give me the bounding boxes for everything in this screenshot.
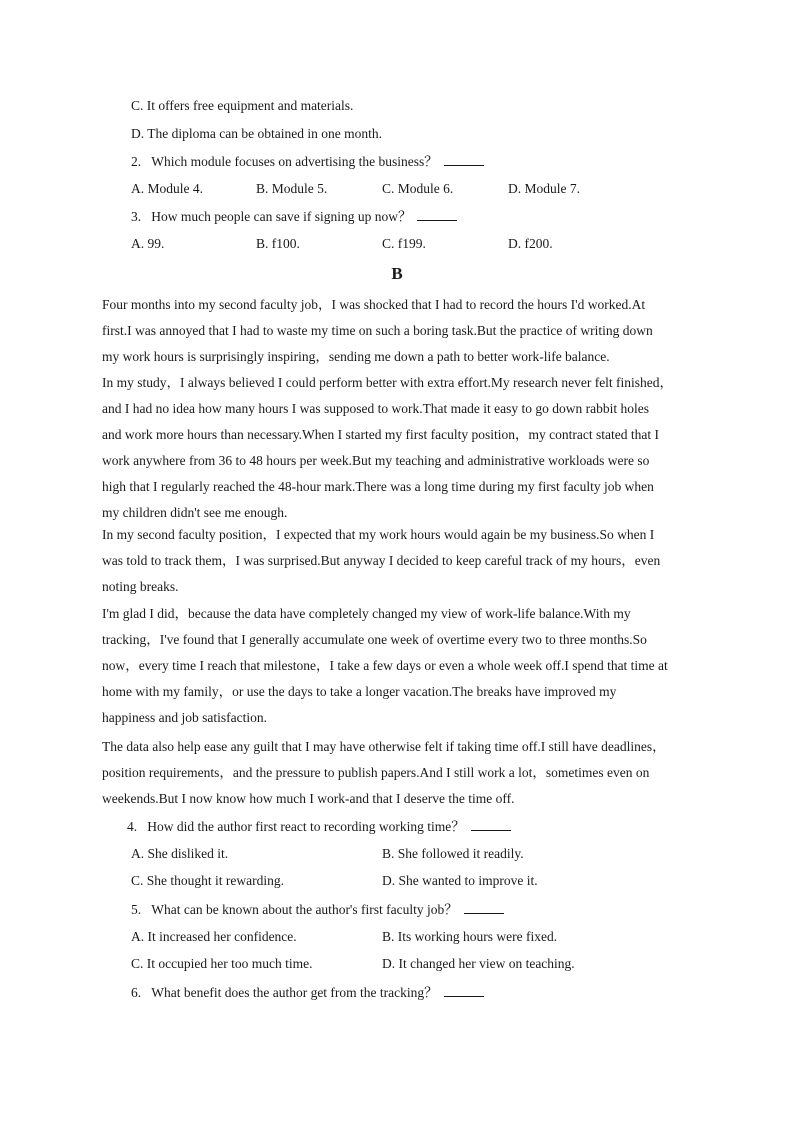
- q2-option-c: C. Module 6.: [382, 181, 454, 196]
- passage-line: I'm glad I did，because the data have completely changed my view of work-life balance.With my: [102, 606, 631, 621]
- q5-option-a: A. It increased her confidence.: [131, 929, 297, 944]
- question-text: What can be known about the author's first faculty job？: [151, 902, 458, 917]
- question-2: [131, 152, 484, 171]
- q3-option-a: A. 99.: [131, 236, 165, 251]
- answer-blank[interactable]: [417, 207, 457, 221]
- question-number: 5.: [131, 902, 142, 917]
- passage-paragraph-5: [102, 734, 702, 812]
- section-heading: B: [391, 264, 403, 283]
- passage-line: In my second faculty position，I expected that my work hours would again be my business.So when I: [102, 527, 655, 542]
- q2-option-a: A. Module 4.: [131, 181, 203, 196]
- passage-line: high that I regularly reached the 48-hour mark.There was a long time during my first faculty job when: [102, 479, 654, 494]
- passage-paragraph-2: [102, 370, 702, 526]
- q3-option-c: C. f199.: [382, 236, 426, 251]
- passage-line: my children didn't see me enough.: [102, 505, 288, 520]
- passage-line: home with my family，or use the days to take a longer vacation.The breaks have improved my: [102, 684, 617, 699]
- q4-option-b: B. She followed it readily.: [382, 846, 524, 861]
- question-number: 4.: [127, 819, 138, 834]
- passage-line: Four months into my second faculty job，I was shocked that I had to record the hours I'd worked.At: [102, 297, 646, 312]
- passage-line: happiness and job satisfaction.: [102, 710, 267, 725]
- question-text: What benefit does the author get from the tracking？: [151, 985, 438, 1000]
- passage-paragraph-1: [102, 292, 702, 370]
- question-6: [131, 983, 484, 1002]
- passage-line: now，every time I reach that milestone，I take a few days or even a whole week off.I spend that time at: [102, 658, 668, 673]
- passage-line: work anywhere from 36 to 48 hours per week.But my teaching and administrative workloads were so: [102, 453, 650, 468]
- question-text: How did the author first react to recording working time？: [147, 819, 465, 834]
- q2-option-b: B. Module 5.: [256, 181, 328, 196]
- question-number: 6.: [131, 985, 142, 1000]
- question-number: 2.: [131, 154, 142, 169]
- q5-option-b: B. Its working hours were fixed.: [382, 929, 558, 944]
- passage-paragraph-4: [102, 601, 702, 731]
- passage-line: position requirements，and the pressure to publish papers.And I still work a lot，sometimes even on: [102, 765, 650, 780]
- passage-line: my work hours is surprisingly inspiring，sending me down a path to better work-life balance.: [102, 349, 610, 364]
- q3-option-b: B. f100.: [256, 236, 300, 251]
- answer-blank[interactable]: [444, 983, 484, 997]
- question-number: 3.: [131, 209, 142, 224]
- passage-line: noting breaks.: [102, 579, 179, 594]
- passage-line: In my study，I always believed I could perform better with extra effort.My research never felt finished，: [102, 375, 674, 390]
- q4-option-d: D. She wanted to improve it.: [382, 873, 538, 888]
- passage-line: tracking，I've found that I generally accumulate one week of overtime every two to three months.So: [102, 632, 647, 647]
- question-5: [131, 900, 504, 919]
- q2-option-d: D. Module 7.: [508, 181, 580, 196]
- question-text: How much people can save if signing up now？: [151, 209, 412, 224]
- passage-line: The data also help ease any guilt that I may have otherwise felt if taking time off.I still have deadlines，: [102, 739, 666, 754]
- q3-option-d: D. f200.: [508, 236, 553, 251]
- q1-option-d: D. The diploma can be obtained in one month.: [131, 126, 382, 141]
- q1-option-c: C. It offers free equipment and materials.: [131, 98, 354, 113]
- passage-line: and I had no idea how many hours I was supposed to work.That made it easy to go down rabbit holes: [102, 401, 650, 416]
- passage-line: and work more hours than necessary.When I started my first faculty position，my contract stated that I: [102, 427, 659, 442]
- question-3: [131, 207, 457, 226]
- q5-option-c: C. It occupied her too much time.: [131, 956, 313, 971]
- passage-line: was told to track them，I was surprised.But anyway I decided to keep careful track of my hours，even: [102, 553, 661, 568]
- question-4: [127, 817, 511, 836]
- q4-option-c: C. She thought it rewarding.: [131, 873, 284, 888]
- passage-line: first.I was annoyed that I had to waste my time on such a boring task.But the practice of writing down: [102, 323, 653, 338]
- passage-line: weekends.But I now know how much I work-and that I deserve the time off.: [102, 791, 515, 806]
- answer-blank[interactable]: [444, 152, 484, 166]
- answer-blank[interactable]: [471, 817, 511, 831]
- passage-paragraph-3: [102, 522, 702, 600]
- answer-blank[interactable]: [464, 900, 504, 914]
- question-text: Which module focuses on advertising the business？: [151, 154, 438, 169]
- q5-option-d: D. It changed her view on teaching.: [382, 956, 575, 971]
- q4-option-a: A. She disliked it.: [131, 846, 229, 861]
